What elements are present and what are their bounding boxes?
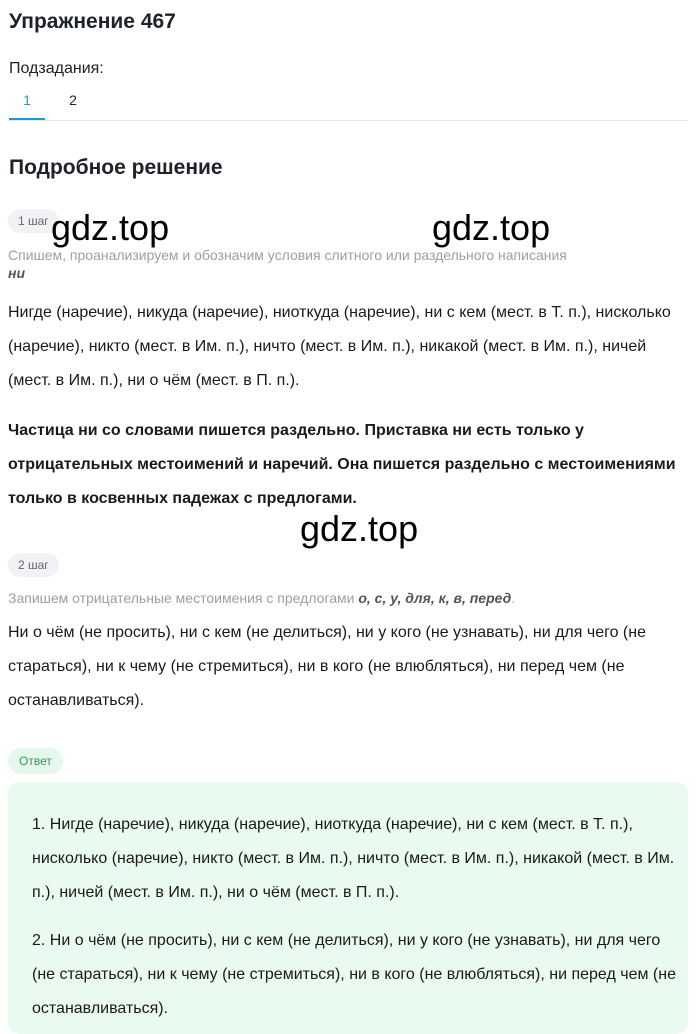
tab-subtask-1[interactable]: 1: [9, 86, 45, 120]
step-2-hint: [8, 589, 688, 607]
watermark-3: gdz.top: [300, 508, 419, 549]
step-1-hint-text: Спишем, проанализируем и обозначим условия слитного или раздельного написания: [8, 247, 567, 263]
step-1-hint: [8, 246, 688, 282]
subtask-tabs: [9, 86, 687, 121]
solution-title: Подробное решение: [9, 156, 223, 179]
step-2-text: Ни о чём (не просить), ни с кем (не делиться), ни у кого (не узнавать), ни для чего (не стараться), ни к чему (не стремиться), ни в кого (не влюбляться), ни перед чем (не останавливаться).: [8, 624, 646, 709]
answer-box: [8, 782, 688, 1034]
answer-badge: Ответ: [8, 748, 63, 774]
answer-item-1: 1. Нигде (наречие), никуда (наречие), ниоткуда (наречие), ни с кем (мест. в Т. п.), нисколько (наречие), никто (мест. в Им. п.), ничто (мест. в Им. п.), никакой (мест. в Им. п.), ничей (мест. в Им. п.), ни о чём (мест. в П. п.).: [32, 816, 675, 901]
answer-item-2: 2. Ни о чём (не просить), ни с кем (не делиться), ни у кого (не узнавать), ни для чего (не стараться), ни к чему (не стремиться), ни в кого (не влюбляться), ни перед чем (не останавливаться).: [32, 932, 676, 1017]
step-2-hint-emphasis: о, с, у, для, к, в, перед: [358, 590, 512, 606]
step-1-badge: 1 шаг: [8, 209, 59, 233]
watermark-1: gdz.top: [51, 207, 170, 248]
watermark-2: gdz.top: [432, 207, 551, 248]
subtasks-label: Подзадания:: [9, 60, 104, 77]
step-2-hint-end: .: [511, 590, 516, 606]
step-2-badge: 2 шаг: [8, 553, 59, 577]
step-2-hint-text: Запишем отрицательные местоимения с предлогами: [8, 590, 355, 606]
page-title: Упражнение 467: [9, 10, 176, 33]
step-1-text: Нигде (наречие), никуда (наречие), ниоткуда (наречие), ни с кем (мест. в Т. п.), нисколько (наречие), никто (мест. в Им. п.), ничто (мест. в Им. п.), никакой (мест. в Им. п.), ничей (мест. в Им. п.), ни о чём (мест. в П. п.).: [8, 304, 671, 389]
step-1-rule: Частица ни со словами пишется раздельно. Приставка ни есть только у отрицательных местоимений и наречий. Она пишется раздельно с местоимениями только в косвенных падежах с предлогами.: [8, 422, 676, 507]
tab-subtask-2[interactable]: 2: [69, 92, 77, 108]
step-1-hint-emphasis: ни: [8, 265, 26, 281]
